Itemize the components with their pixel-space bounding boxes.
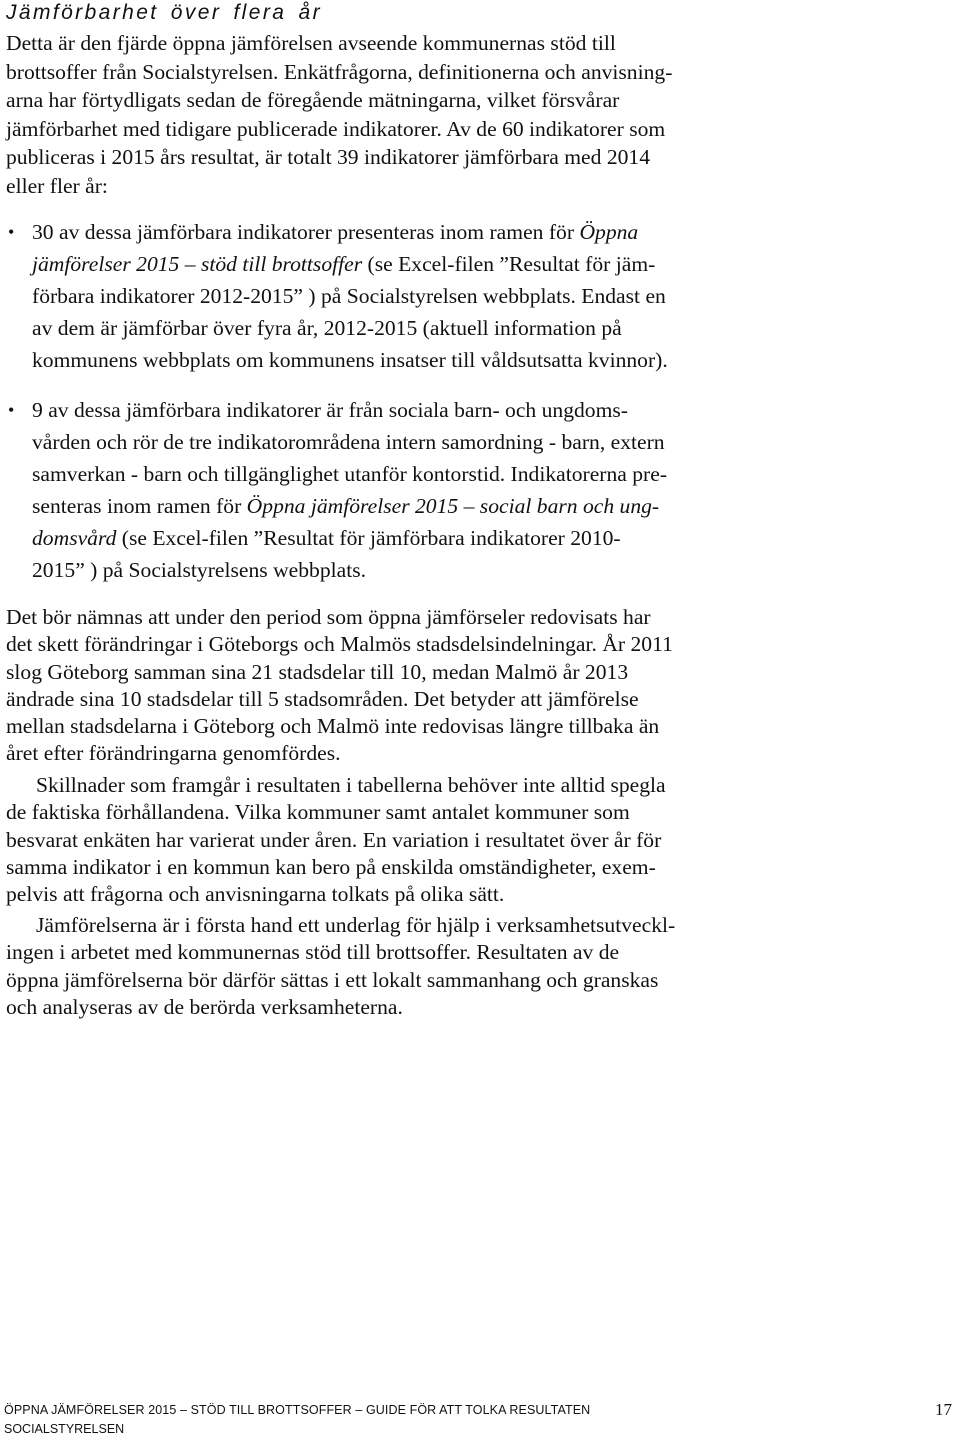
paragraph-line: och analyseras av de berörda verksamheterna. <box>6 994 403 1019</box>
bullet-icon: • <box>8 222 15 242</box>
bullet-icon: • <box>8 400 15 420</box>
paragraph-district-changes <box>6 604 956 768</box>
paragraph-line: de faktiska förhållandena. Vilka kommuner samt antalet kommuner som <box>6 800 630 825</box>
report-title: Öppna <box>579 220 639 244</box>
footer-organization: SOCIALSTYRELSEN <box>4 1422 125 1436</box>
bullet-line: jämförelser 2015 – stöd till brottsoffer (se Excel-filen ”Resultat för jäm- <box>32 252 656 276</box>
paragraph-line: året efter förändringarna genomfördes. <box>6 741 341 766</box>
intro-paragraph <box>6 29 956 201</box>
bullet-text <box>32 394 952 586</box>
bullet-line: samverkan - barn och tillgänglighet utanför kontorstid. Indikatorerna pre- <box>32 462 668 486</box>
report-title: domsvård <box>32 526 117 550</box>
footer-publication-title: ÖPPNA JÄMFÖRELSER 2015 – STÖD TILL BROTTSOFFER – GUIDE FÖR ATT TOLKA RESULTATEN <box>4 1403 591 1417</box>
bullet-line: 2015” ) på Socialstyrelsens webbplats. <box>32 558 367 582</box>
paragraph-line: samma indikator i en kommun kan bero på enskilda omständigheter, exem- <box>6 854 656 879</box>
paragraph-line: Det bör nämnas att under den period som öppna jämförseler redovisats har <box>6 605 651 629</box>
page-number: 17 <box>935 1400 952 1419</box>
section-heading: Jämförbarhet över flera år <box>6 1 323 24</box>
paragraph-line: ingen i arbetet med kommunernas stöd till brottsoffer. Resultaten av de <box>6 940 620 965</box>
intro-line: arna har förtydligats sedan de föregående mätningarna, vilket försvårar <box>6 88 620 113</box>
intro-line: jämförbarhet med tidigare publicerade indikatorer. Av de 60 indikatorer som <box>6 116 666 141</box>
bullet-line: av dem är jämförbar över fyra år, 2012-2015 (aktuell information på <box>32 316 622 340</box>
bullet-line: domsvård (se Excel-filen ”Resultat för jämförbara indikatorer 2010- <box>32 526 621 550</box>
intro-line: Detta är den fjärde öppna jämförelsen avseende kommunernas stöd till <box>6 31 616 55</box>
bullet-line: vården och rör de tre indikatorområdena intern samordning - barn, extern <box>32 430 665 454</box>
bullet-line: 9 av dessa jämförbara indikatorer är från sociala barn- och ungdoms- <box>32 398 628 422</box>
report-title: Öppna jämförelser 2015 – social barn och ung- <box>246 494 660 518</box>
intro-line: brottsoffer från Socialstyrelsen. Enkätfrågorna, definitionerna och anvisning- <box>6 59 673 84</box>
paragraph-line: mellan stadsdelarna i Göteborg och Malmö inte redovisas längre tillbaka än <box>6 714 660 739</box>
bullet-line: förbara indikatorer 2012-2015” ) på Socialstyrelsen webbplats. Endast en <box>32 284 666 308</box>
bullet-line: 30 av dessa jämförbara indikatorer presenteras inom ramen för Öppna <box>32 220 639 244</box>
paragraph-line: öppna jämförelserna bör därför sättas i ett lokalt sammanhang och granskas <box>6 967 659 992</box>
page-footer <box>4 1402 956 1437</box>
bullet-line: kommunens webbplats om kommunens insatser till våldsutsatta kvinnor). <box>32 348 668 372</box>
intro-line: eller fler år: <box>6 173 108 198</box>
paragraph-line: ändrade sina 10 stadsdelar till 5 stadsområden. Det betyder att jämförelse <box>6 686 639 711</box>
paragraph-line: pelvis att frågorna och anvisningarna tolkats på olika sätt. <box>6 882 505 907</box>
paragraph-line: Jämförelserna är i första hand ett underlag för hjälp i verksamhetsutveckl- <box>36 913 676 937</box>
paragraph-line: det skett förändringar i Göteborgs och Malmös stadsdelsindelningar. År 2011 <box>6 632 673 657</box>
bullet-line: senteras inom ramen för Öppna jämförelser 2015 – social barn och ung- <box>32 494 660 518</box>
bullet-text <box>32 216 952 376</box>
paragraph-line: slog Göteborg samman sina 21 stadsdelar till 10, medan Malmö år 2013 <box>6 659 629 684</box>
paragraph-comparisons-purpose <box>6 912 956 1021</box>
paragraph-result-differences <box>6 772 956 908</box>
intro-line: publiceras i 2015 års resultat, är totalt 39 indikatorer jämförbara med 2014 <box>6 145 651 170</box>
paragraph-line: Skillnader som framgår i resultaten i tabellerna behöver inte alltid spegla <box>36 773 666 797</box>
paragraph-line: besvarat enkäten har varierat under åren. En variation i resultatet över år för <box>6 827 662 852</box>
report-title: jämförelser 2015 – stöd till brottsoffer <box>32 252 363 276</box>
